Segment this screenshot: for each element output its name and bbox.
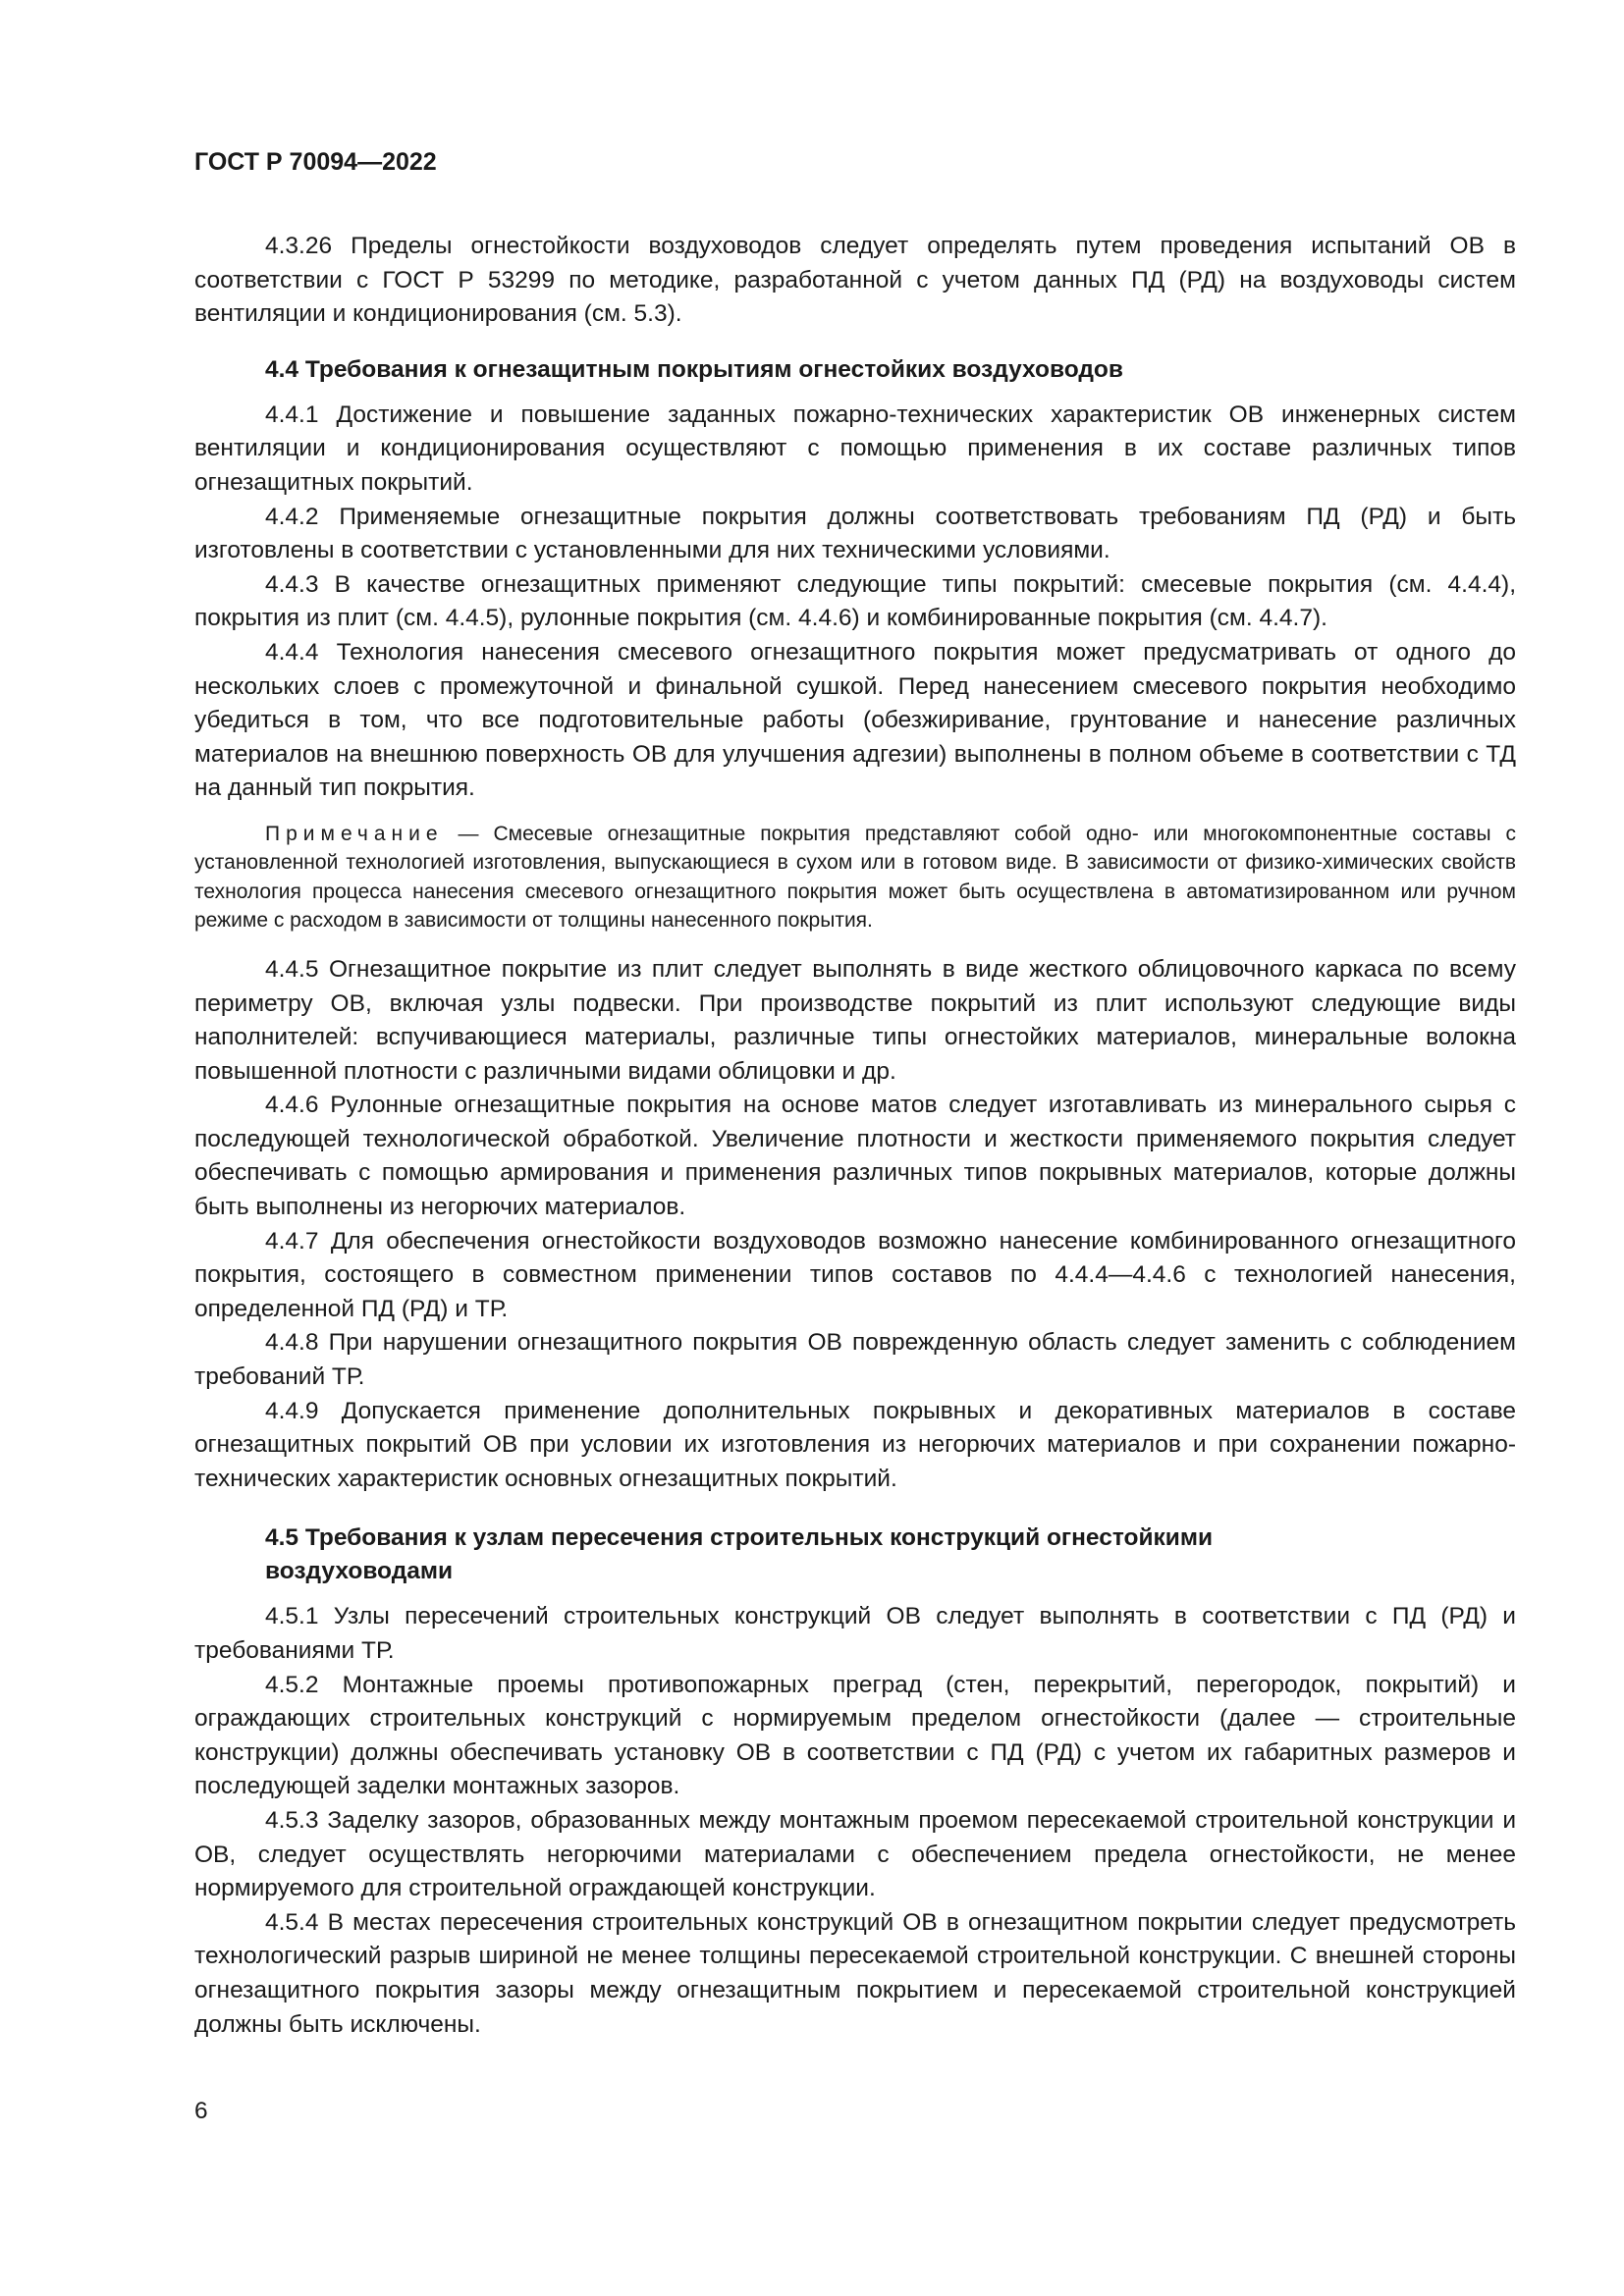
paragraph-4-4-4: 4.4.4 Технология нанесения смесевого огнезащитного покрытия может предусматривать от одного до нескольких слоев с промежуточной и финальной сушкой. Перед нанесением смесевого покрытия необходимо убедиться в том, что все подготовительные работы (обезжиривание, грунтование и нанесение различных материалов на внешнюю поверхность ОВ для улучшения адгезии) выполнены в полном объеме в соответствии с ТД на данный тип покрытия. [194,638,1516,802]
paragraph-4-4-9: 4.4.9 Допускается применение дополнительных покрывных и декоративных материалов в составе огнезащитных покрытий ОВ при условии их изготовления из негорючих материалов и при сохранении пожарно-технических характеристик основных огнезащитных покрытий. [194,1397,1516,1492]
paragraph-4-5-1: 4.5.1 Узлы пересечений строительных конструкций ОВ следует выполнять в соответствии с ПД (РД) и требованиями ТР. [194,1603,1516,1664]
paragraph-4-4-6: 4.4.6 Рулонные огнезащитные покрытия на основе матов следует изготавливать из минерального сырья с последующей технологической обработкой. Увеличение плотности и жесткости применяемого покрытия следует обеспечивать с помощью армирования и применения различных типов покрывных материалов, которые должны быть выполнены из негорючих материалов. [194,1092,1516,1221]
paragraph-4-4-1: 4.4.1 Достижение и повышение заданных пожарно-технических характеристик ОВ инженерных систем вентиляции и кондиционирования осуществляют с помощью применения в их составе различных типов огнезащитных покрытий. [194,400,1516,496]
document-page [194,147,1516,2042]
note-text: — Смесевые огнезащитные покрытия представляют собой одно- или многокомпонентные составы с установленной технологией изготовления, выпускающиеся в сухом или в готовом виде. В зависимости от физико-химических свойств технология процесса нанесения смесевого огнезащитного покрытия может быть осуществлена в автоматизированном или ручном режиме с расходом в зависимости от толщины нанесенного покрытия. [194,822,1516,933]
note-label: Примечание [265,822,444,845]
paragraph-4-5-2: 4.5.2 Монтажные проемы противопожарных преград (стен, перекрытий, перегородок, покрытий) и ограждающих строительных конструкций с нормируемым пределом огнестойкости (далее — строительные конструкции) должны обеспечивать установку ОВ в соответствии с ПД (РД) с учетом их габаритных размеров и последующей заделки монтажных зазоров. [194,1671,1516,1800]
section-4-5-heading: 4.5 Требования к узлам пересечения строительных конструкций огнестойкими воздуховодами [265,1524,1214,1585]
page-number: 6 [194,2098,208,2124]
paragraph-4-5-4: 4.5.4 В местах пересечения строительных конструкций ОВ в огнезащитном покрытии следует предусмотреть технологический разрыв шириной не менее толщины пересекаемой строительной конструкции. С внешней стороны огнезащитного покрытия зазоры между огнезащитным покрытием и пересекаемой строительной конструкцией должны быть исключены. [194,1908,1516,2038]
note-block [194,820,1516,935]
paragraph-4-3-26: 4.3.26 Пределы огнестойкости воздуховодов следует определять путем проведения испытаний ОВ в соответствии с ГОСТ Р 53299 по методике, разработанной с учетом данных ПД (РД) на воздуховоды систем вентиляции и кондиционирования (см. 5.3). [194,233,1516,328]
paragraph-4-4-2: 4.4.2 Применяемые огнезащитные покрытия должны соответствовать требованиям ПД (РД) и быть изготовлены в соответствии с установленными для них техническими условиями. [194,503,1516,564]
section-4-4-heading: 4.4 Требования к огнезащитным покрытиям огнестойких воздуховодов [265,355,1123,383]
paragraph-4-4-3: 4.4.3 В качестве огнезащитных применяют следующие типы покрытий: смесевые покрытия (см. 4.4.4), покрытия из плит (см. 4.4.5), рулонные покрытия (см. 4.4.6) и комбинированные покрытия (см. 4.4.7). [194,570,1516,632]
paragraph-4-4-8: 4.4.8 При нарушении огнезащитного покрытия ОВ поврежденную область следует заменить с соблюдением требований ТР. [194,1329,1516,1391]
paragraph-4-4-5: 4.4.5 Огнезащитное покрытие из плит следует выполнять в виде жесткого облицовочного каркаса по всему периметру ОВ, включая узлы подвески. При производстве покрытий из плит используют следующие виды наполнителей: вспучивающиеся материалы, различные типы огнестойких материалов, минеральные волокна повышенной плотности с различными видами облицовки и др. [194,955,1516,1085]
paragraph-4-5-3: 4.5.3 Заделку зазоров, образованных между монтажным проемом пересекаемой строительной конструкции и ОВ, следует осуществлять негорючими материалами с обеспечением предела огнестойкости, не менее нормируемого для строительной ограждающей конструкции. [194,1806,1516,1902]
document-header: ГОСТ Р 70094—2022 [194,148,437,176]
paragraph-4-4-7: 4.4.7 Для обеспечения огнестойкости воздуховодов возможно нанесение комбинированного огнезащитного покрытия, состоящего в совместном применении типов составов по 4.4.4—4.4.6 с технологией нанесения, определенной ПД (РД) и ТР. [194,1227,1516,1322]
